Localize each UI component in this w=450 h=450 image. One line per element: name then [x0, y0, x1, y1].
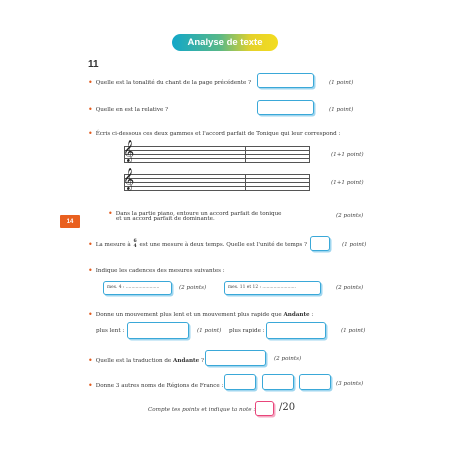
points-label: (1 point) — [329, 80, 354, 86]
answer-box-tonality[interactable] — [257, 73, 314, 88]
exercise-number: 11 — [88, 59, 99, 70]
fast-label: plus rapide : — [229, 328, 265, 334]
bullet-icon: • — [88, 240, 93, 249]
answer-box-beat-unit[interactable] — [310, 236, 330, 251]
slow-label: plus lent : — [96, 328, 125, 334]
bullet-icon: • — [88, 266, 93, 275]
section-title: Analyse de texte — [172, 34, 278, 51]
points-label: (2 points) — [179, 285, 207, 291]
points-label: (2 points) — [274, 356, 302, 362]
bullet-icon: • — [88, 356, 93, 365]
question-8: • Quelle est la traduction de Andante ? — [88, 356, 204, 365]
question-2: • Quelle en est la relative ? — [88, 105, 169, 114]
question-6: • Indique les cadences des mesures suivantes : — [88, 266, 225, 275]
answer-box-region-3[interactable] — [299, 374, 331, 390]
answer-box-faster[interactable] — [266, 322, 326, 339]
points-label: (1 point) — [329, 107, 354, 113]
points-label: (2 points) — [336, 213, 364, 219]
points-label: (3 points) — [336, 381, 364, 387]
cadence-box-mes-11-12[interactable]: mes. 11 et 12 : ........................ — [224, 281, 321, 295]
music-staff-2[interactable] — [123, 168, 310, 194]
score-total: /20 — [279, 402, 296, 413]
music-staff-1[interactable] — [123, 140, 310, 166]
answer-box-region-1[interactable] — [224, 374, 256, 390]
points-label: (1+1 point) — [331, 180, 364, 186]
question-4-line-2: et un accord parfait de dominante. — [116, 216, 215, 222]
bullet-icon: • — [88, 310, 93, 319]
question-4: • Dans la partie piano, entoure un accord parfait de tonique — [108, 209, 282, 218]
bullet-icon: • — [88, 129, 93, 138]
points-label: (1 point) — [341, 328, 366, 334]
score-box[interactable] — [255, 401, 274, 416]
answer-box-relative[interactable] — [257, 100, 314, 115]
page-number-tab: 14 — [60, 215, 80, 228]
answer-box-region-2[interactable] — [262, 374, 294, 390]
bullet-icon: • — [88, 105, 93, 114]
treble-clef-icon: 𝄞 — [123, 168, 135, 190]
question-1: • Quelle est la tonalité du chant de la page précédente ? — [88, 78, 252, 87]
points-label: (2 points) — [336, 285, 364, 291]
answer-box-slower[interactable] — [127, 322, 189, 339]
treble-clef-icon: 𝄞 — [123, 140, 135, 162]
bullet-icon: • — [88, 78, 93, 87]
bullet-icon: • — [108, 209, 113, 218]
bullet-icon: • — [88, 381, 93, 390]
score-prompt: Compte tes points et indique ta note : — [148, 407, 256, 413]
question-5: • La mesure à 6 4 est une mesure à deux temps. Quelle est l'unité de temps ? — [88, 238, 308, 249]
cadence-box-mes-4[interactable]: mes. 4 : ........................ — [103, 281, 172, 295]
points-label: (1 point) — [342, 242, 367, 248]
question-9: • Donne 3 autres noms de Régions de France : — [88, 381, 224, 390]
answer-box-translation[interactable] — [205, 350, 266, 366]
points-label: (1+1 point) — [331, 152, 364, 158]
question-7: • Donne un mouvement plus lent et un mouvement plus rapide que Andante : — [88, 310, 314, 319]
question-3: • Écris ci-dessous ces deux gammes et l'accord parfait de Tonique qui leur correspond : — [88, 129, 341, 138]
points-label: (1 point) — [197, 328, 222, 334]
time-signature: 6 4 — [133, 238, 137, 249]
